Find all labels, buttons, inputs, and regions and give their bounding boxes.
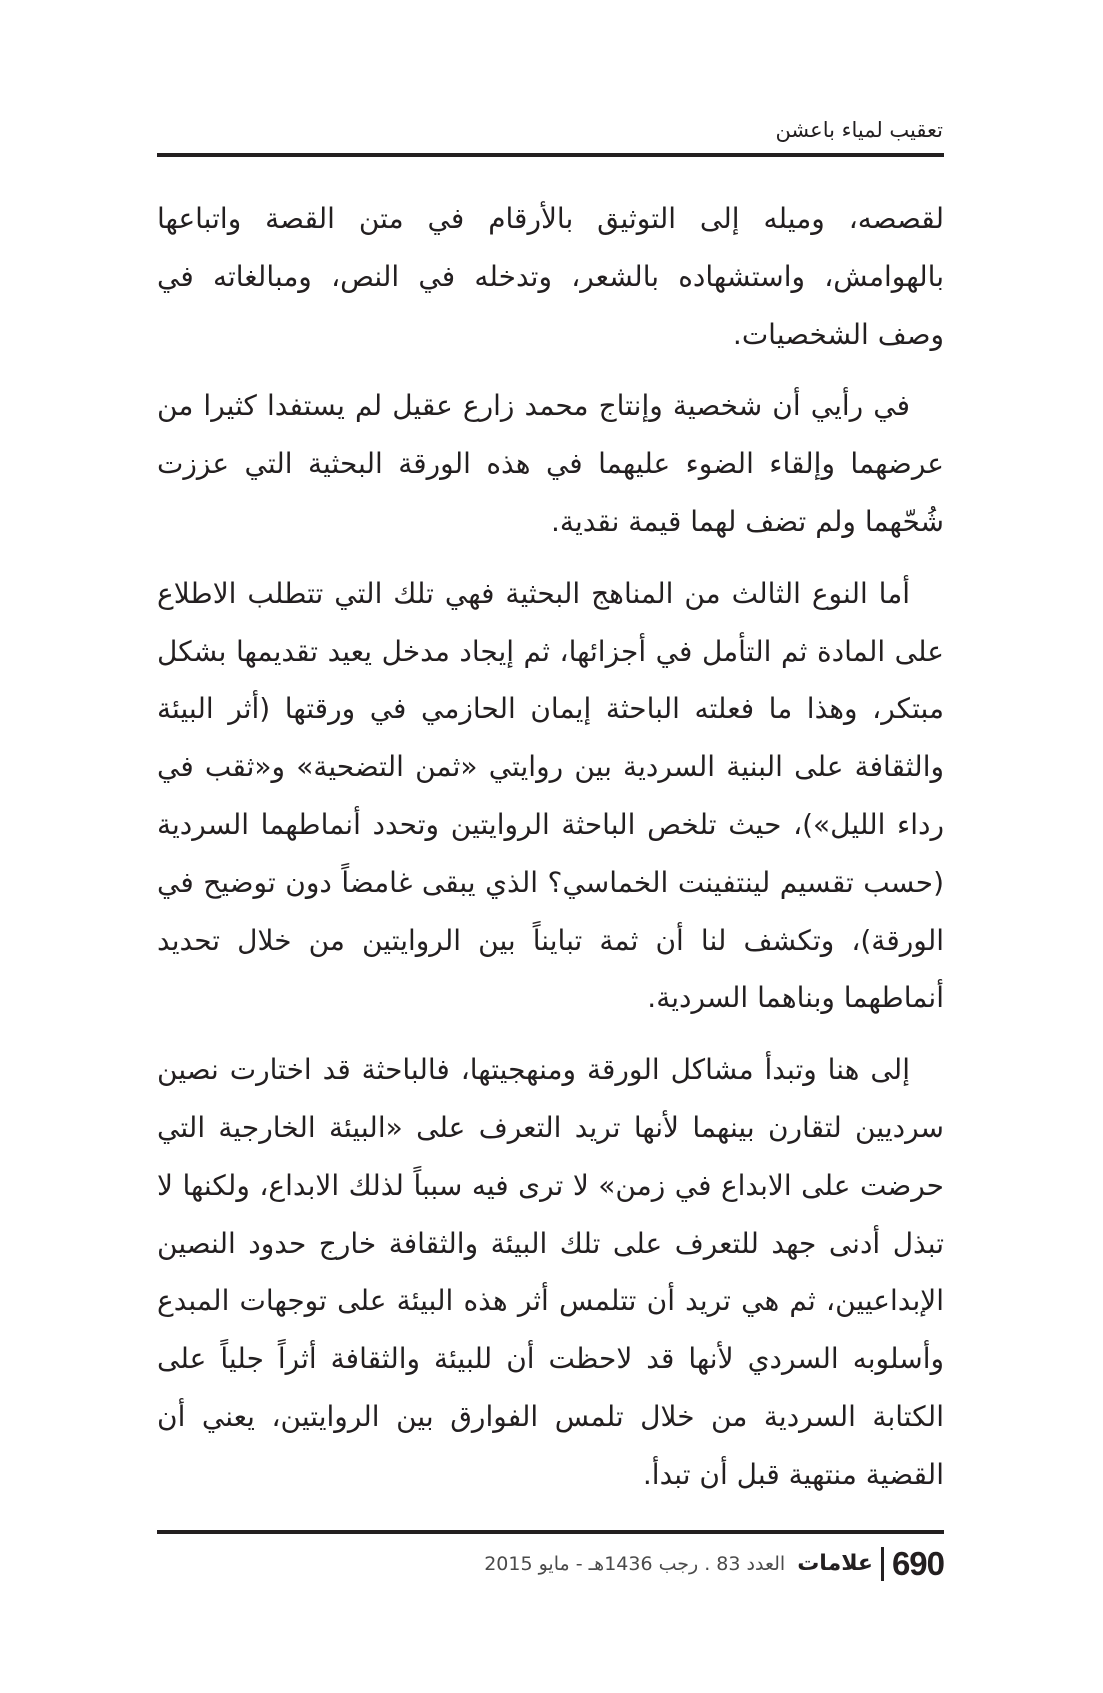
- page-footer: [157, 1542, 944, 1586]
- article-body: [157, 190, 944, 1518]
- journal-name: علامات: [797, 1551, 873, 1576]
- issue-info: العدد 83 . رجب 1436هـ - مايو 2015: [484, 1553, 786, 1575]
- body-paragraph: إلى هنا وتبدأ مشاكل الورقة ومنهجيتها، فالباحثة قد اختارت نصين سرديين لتقارن بينهما لأنها تريد التعرف على «البيئة الخارجية التي حرضت على الابداع في زمن» لا ترى فيه سبباً لذلك الابداع، ولكنها لا تبذل أدنى جهد للتعرف على تلك البيئة والثقافة خارج حدود النصين الإبداعيين، ثم هي تريد أن تتلمس أثر هذه البيئة على توجهات المبدع وأسلوبه السردي لأنها قد لاحظت أن للبيئة والثقافة أثراً جلياً على الكتابة السردية من خلال تلمس الفوارق بين الروايتين، يعني أن القضية منتهية قبل أن تبدأ.: [157, 1053, 944, 1491]
- running-header-title: تعقيب لمياء باعشن: [775, 118, 943, 142]
- body-paragraph: في رأيي أن شخصية وإنتاج محمد زارع عقيل لم يستفدا كثيرا من عرضهما وإلقاء الضوء عليهما في هذه الورقة البحثية التي عززت شُحّهما ولم تضف لهما قيمة نقدية.: [157, 389, 944, 538]
- footer-rule: [157, 1530, 944, 1534]
- body-paragraph: لقصصه، وميله إلى التوثيق بالأرقام في متن القصة واتباعها بالهوامش، واستشهاده بالشعر، وتدخله في النص، ومبالغاته في وصف الشخصيات.: [157, 202, 944, 351]
- footer-separator: [881, 1547, 884, 1581]
- body-paragraph: أما النوع الثالث من المناهج البحثية فهي تلك التي تتطلب الاطلاع على المادة ثم التأمل في أجزائها، ثم إيجاد مدخل يعيد تقديمها بشكل مبتكر، وهذا ما فعلته الباحثة إيمان الحازمي في ورقتها (أثر البيئة والثقافة على البنية السردية بين روايتي «ثمن التضحية» و«ثقب في رداء الليل»)، حيث تلخص الباحثة الروايتين وتحدد أنماطهما السردية (حسب تقسيم لينتفينت الخماسي؟ الذي يبقى غامضاً دون توضيح في الورقة)، وتكشف لنا أن ثمة تبايناً بين الروايتين من خلال تحديد أنماطهما وبناهما السردية.: [157, 576, 944, 1015]
- page-number: 690: [891, 1545, 944, 1582]
- header-rule: [157, 153, 944, 157]
